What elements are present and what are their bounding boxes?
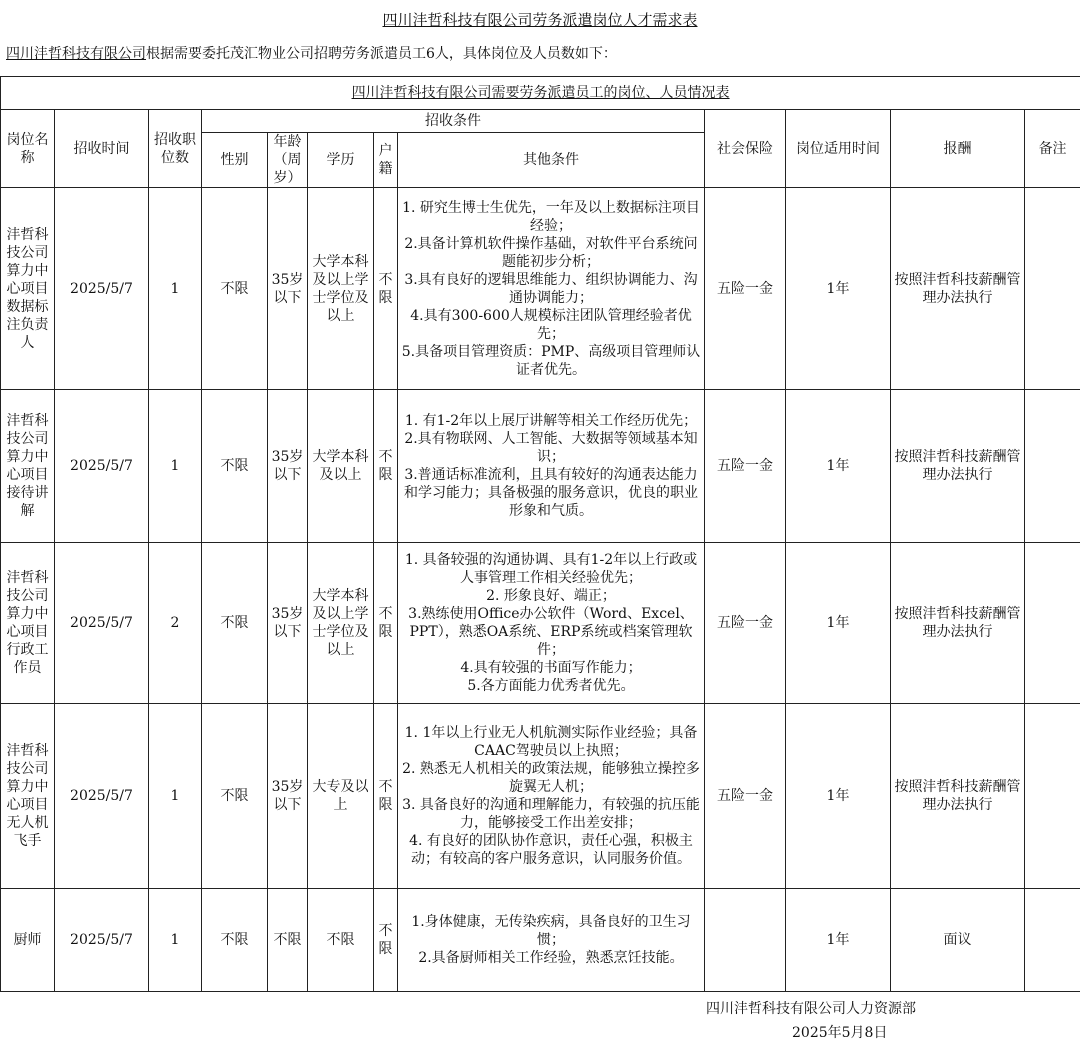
cell-other <box>398 704 705 889</box>
cell-education: 不限 <box>308 889 374 992</box>
other-line: 4.具有300-600人规模标注团队管理经验者优先； <box>400 307 702 343</box>
intro-line <box>6 42 617 66</box>
header-position: 岗位名称 <box>1 110 55 188</box>
table-row <box>1 390 1080 543</box>
header-duration: 岗位适用时间 <box>786 110 891 188</box>
cell-time: 2025/5/7 <box>55 543 149 704</box>
cell-time: 2025/5/7 <box>55 188 149 390</box>
cell-gender: 不限 <box>202 543 268 704</box>
cell-insurance: 五险一金 <box>705 390 786 543</box>
cell-count: 1 <box>149 390 202 543</box>
other-line: 1. 具备较强的沟通协调、具有1-2年以上行政或人事管理工作相关经验优先； <box>400 551 702 587</box>
cell-remark <box>1025 704 1080 889</box>
header-insurance: 社会保险 <box>705 110 786 188</box>
cell-education: 大学本科及以上学士学位及以上 <box>308 188 374 390</box>
cell-insurance <box>705 889 786 992</box>
cell-position: 沣哲科技公司算力中心项目数据标注负责人 <box>1 188 55 390</box>
other-line: 2.具备计算机软件操作基础，对软件平台系统问题能初步分析； <box>400 235 702 271</box>
cell-remark <box>1025 543 1080 704</box>
cell-hukou: 不限 <box>374 390 398 543</box>
cell-education: 大学本科及以上学士学位及以上 <box>308 543 374 704</box>
cell-age: 35岁以下 <box>268 390 308 543</box>
other-line: 2.具备厨师相关工作经验，熟悉烹饪技能。 <box>400 949 702 967</box>
header-hukou: 户籍 <box>374 133 398 188</box>
table-caption-cell <box>1 77 1080 110</box>
cell-age: 35岁以下 <box>268 704 308 889</box>
cell-time: 2025/5/7 <box>55 704 149 889</box>
cell-salary: 面议 <box>891 889 1025 992</box>
other-line: 2. 熟悉无人机相关的政策法规，能够独立操控多旋翼无人机； <box>400 760 702 796</box>
table-row <box>1 543 1080 704</box>
cell-salary: 按照沣哲科技薪酬管理办法执行 <box>891 704 1025 889</box>
cell-gender: 不限 <box>202 704 268 889</box>
intro-company: 四川沣哲科技有限公司 <box>6 46 146 62</box>
table-row <box>1 889 1080 992</box>
cell-gender: 不限 <box>202 188 268 390</box>
other-line: 3.普通话标准流利，且具有较好的沟通表达能力和学习能力；具备极强的服务意识，优良的职业形象和气质。 <box>400 466 702 520</box>
cell-insurance: 五险一金 <box>705 704 786 889</box>
header-other: 其他条件 <box>398 133 705 188</box>
cell-count: 1 <box>149 188 202 390</box>
header-salary: 报酬 <box>891 110 1025 188</box>
cell-insurance: 五险一金 <box>705 188 786 390</box>
cell-other <box>398 889 705 992</box>
header-conditions: 招收条件 <box>202 110 705 133</box>
cell-duration: 1年 <box>786 390 891 543</box>
header-gender: 性别 <box>202 133 268 188</box>
cell-salary: 按照沣哲科技薪酬管理办法执行 <box>891 188 1025 390</box>
other-line: 5.具备项目管理资质：PMP、高级项目管理师认证者优先。 <box>400 343 702 379</box>
cell-hukou: 不限 <box>374 704 398 889</box>
cell-other <box>398 188 705 390</box>
other-line: 4.具有较强的书面写作能力； <box>400 659 702 677</box>
table-row <box>1 704 1080 889</box>
cell-age: 不限 <box>268 889 308 992</box>
cell-age: 35岁以下 <box>268 188 308 390</box>
cell-remark <box>1025 889 1080 992</box>
cell-education: 大专及以上 <box>308 704 374 889</box>
footer-date: 2025年5月8日 <box>792 1022 887 1044</box>
cell-duration: 1年 <box>786 889 891 992</box>
cell-time: 2025/5/7 <box>55 390 149 543</box>
other-line: 2. 形象良好、端正； <box>400 587 702 605</box>
cell-insurance: 五险一金 <box>705 543 786 704</box>
cell-remark <box>1025 188 1080 390</box>
cell-position: 沣哲科技公司算力中心项目接待讲解 <box>1 390 55 543</box>
cell-other <box>398 543 705 704</box>
other-line: 3.熟练使用Office办公软件（Word、Excel、PPT），熟悉OA系统、ERP系统或档案管理软件； <box>400 605 702 659</box>
cell-gender: 不限 <box>202 390 268 543</box>
cell-other <box>398 390 705 543</box>
cell-hukou: 不限 <box>374 543 398 704</box>
other-line: 2.具有物联网、人工智能、大数据等领域基本知识； <box>400 430 702 466</box>
other-line: 1. 有1-2年以上展厅讲解等相关工作经历优先； <box>400 412 702 430</box>
header-remark: 备注 <box>1025 110 1080 188</box>
cell-age: 35岁以下 <box>268 543 308 704</box>
cell-hukou: 不限 <box>374 188 398 390</box>
other-line: 1. 研究生博士生优先，一年及以上数据标注项目经验； <box>400 199 702 235</box>
other-line: 1.身体健康，无传染疾病，具备良好的卫生习惯； <box>400 913 702 949</box>
header-education: 学历 <box>308 133 374 188</box>
cell-hukou: 不限 <box>374 889 398 992</box>
other-line: 1. 1年以上行业无人机航测实际作业经验；具备CAAC驾驶员以上执照； <box>400 724 702 760</box>
requirements-table <box>0 76 1080 992</box>
header-recruit-time: 招收时间 <box>55 110 149 188</box>
other-line: 4. 有良好的团队协作意识，责任心强，积极主动；有较高的客户服务意识，认同服务价值。 <box>400 832 702 868</box>
cell-duration: 1年 <box>786 188 891 390</box>
cell-duration: 1年 <box>786 543 891 704</box>
other-line: 3.具有良好的逻辑思维能力、组织协调能力、沟通协调能力； <box>400 271 702 307</box>
cell-count: 1 <box>149 704 202 889</box>
cell-education: 大学本科及以上 <box>308 390 374 543</box>
cell-count: 1 <box>149 889 202 992</box>
table-caption: 四川沣哲科技有限公司需要劳务派遣员工的岗位、人员情况表 <box>352 85 730 101</box>
cell-gender: 不限 <box>202 889 268 992</box>
cell-duration: 1年 <box>786 704 891 889</box>
header-age: 年龄（周岁） <box>268 133 308 188</box>
header-count: 招收职位数 <box>149 110 202 188</box>
table-row <box>1 188 1080 390</box>
cell-salary: 按照沣哲科技薪酬管理办法执行 <box>891 543 1025 704</box>
cell-position: 厨师 <box>1 889 55 992</box>
footer-department: 四川沣哲科技有限公司人力资源部 <box>706 998 916 1020</box>
cell-position: 沣哲科技公司算力中心项目无人机飞手 <box>1 704 55 889</box>
cell-salary: 按照沣哲科技薪酬管理办法执行 <box>891 390 1025 543</box>
document-title <box>0 4 1080 36</box>
cell-time: 2025/5/7 <box>55 889 149 992</box>
cell-remark <box>1025 390 1080 543</box>
document-title-text: 四川沣哲科技有限公司劳务派遣岗位人才需求表 <box>382 11 697 29</box>
cell-position: 沣哲科技公司算力中心项目行政工作员 <box>1 543 55 704</box>
cell-count: 2 <box>149 543 202 704</box>
intro-text: 根据需要委托茂汇物业公司招聘劳务派遣员工6人，具体岗位及人员数如下： <box>146 46 617 62</box>
other-line: 3. 具备良好的沟通和理解能力，有较强的抗压能力，能够接受工作出差安排； <box>400 796 702 832</box>
other-line: 5.各方面能力优秀者优先。 <box>400 677 702 695</box>
